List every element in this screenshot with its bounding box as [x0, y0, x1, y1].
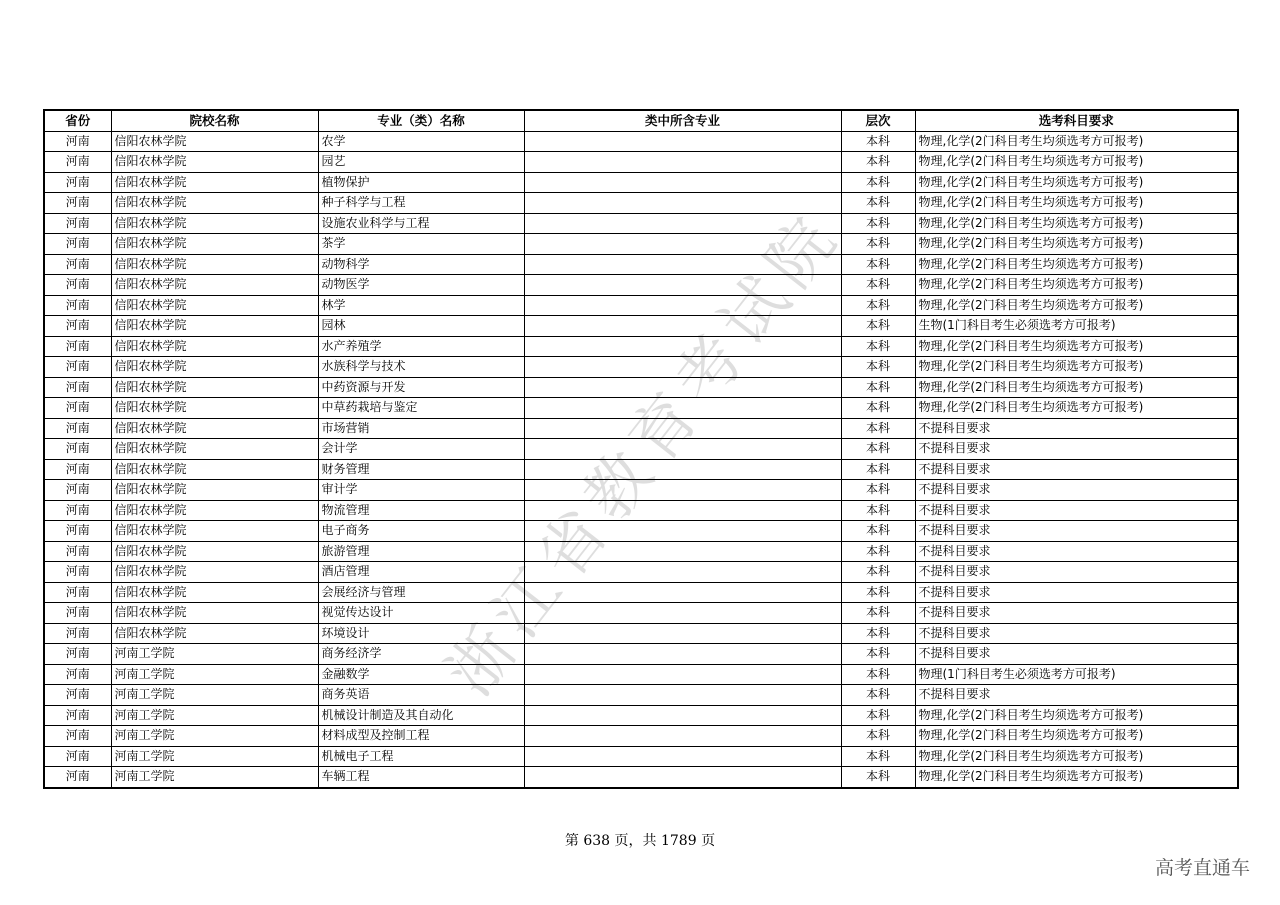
table-row [44, 418, 1238, 439]
cell-major: 设施农业科学与工程 [318, 213, 524, 234]
cell-requirement: 物理,化学(2门科目考生均须选考方可报考) [915, 295, 1238, 316]
cell-major: 旅游管理 [318, 541, 524, 562]
cell-school: 信阳农林学院 [111, 131, 318, 152]
cell-major: 茶学 [318, 234, 524, 255]
cell-requirement: 物理,化学(2门科目考生均须选考方可报考) [915, 172, 1238, 193]
cell-level: 本科 [841, 562, 915, 583]
cell-province: 河南 [44, 644, 111, 665]
cell-requirement: 不提科目要求 [915, 500, 1238, 521]
cell-province: 河南 [44, 603, 111, 624]
cell-province: 河南 [44, 746, 111, 767]
cell-school: 信阳农林学院 [111, 172, 318, 193]
cell-major: 物流管理 [318, 500, 524, 521]
cell-level: 本科 [841, 336, 915, 357]
cell-sub-majors [524, 500, 841, 521]
cell-requirement: 物理,化学(2门科目考生均须选考方可报考) [915, 234, 1238, 255]
cell-major: 视觉传达设计 [318, 603, 524, 624]
cell-school: 河南工学院 [111, 644, 318, 665]
cell-major: 种子科学与工程 [318, 193, 524, 214]
table-row [44, 767, 1238, 788]
cell-province: 河南 [44, 418, 111, 439]
cell-sub-majors [524, 459, 841, 480]
cell-level: 本科 [841, 193, 915, 214]
cell-requirement: 不提科目要求 [915, 685, 1238, 706]
cell-requirement: 物理,化学(2门科目考生均须选考方可报考) [915, 193, 1238, 214]
cell-sub-majors [524, 398, 841, 419]
cell-level: 本科 [841, 377, 915, 398]
cell-major: 中草药栽培与鉴定 [318, 398, 524, 419]
cell-level: 本科 [841, 316, 915, 337]
table-row [44, 336, 1238, 357]
cell-major: 农学 [318, 131, 524, 152]
cell-requirement: 物理,化学(2门科目考生均须选考方可报考) [915, 398, 1238, 419]
cell-major: 商务经济学 [318, 644, 524, 665]
cell-level: 本科 [841, 623, 915, 644]
cell-level: 本科 [841, 521, 915, 542]
cell-province: 河南 [44, 726, 111, 747]
cell-requirement: 不提科目要求 [915, 541, 1238, 562]
header-sub-majors: 类中所含专业 [524, 110, 841, 131]
table-row [44, 213, 1238, 234]
cell-province: 河南 [44, 377, 111, 398]
cell-sub-majors [524, 541, 841, 562]
cell-sub-majors [524, 746, 841, 767]
cell-major: 植物保护 [318, 172, 524, 193]
table-row [44, 623, 1238, 644]
cell-school: 河南工学院 [111, 664, 318, 685]
table-row [44, 705, 1238, 726]
cell-level: 本科 [841, 357, 915, 378]
cell-level: 本科 [841, 234, 915, 255]
cell-school: 信阳农林学院 [111, 234, 318, 255]
cell-level: 本科 [841, 459, 915, 480]
table-row [44, 377, 1238, 398]
cell-requirement: 物理,化学(2门科目考生均须选考方可报考) [915, 131, 1238, 152]
table-row [44, 152, 1238, 173]
cell-school: 信阳农林学院 [111, 213, 318, 234]
cell-sub-majors [524, 521, 841, 542]
cell-requirement: 物理,化学(2门科目考生均须选考方可报考) [915, 746, 1238, 767]
cell-school: 信阳农林学院 [111, 295, 318, 316]
cell-major: 机械电子工程 [318, 746, 524, 767]
page-footer: 第 638 页，共 1789 页 [564, 833, 716, 849]
cell-level: 本科 [841, 152, 915, 173]
major-requirements-table [43, 109, 1239, 789]
cell-level: 本科 [841, 398, 915, 419]
table-row [44, 644, 1238, 665]
cell-major: 会展经济与管理 [318, 582, 524, 603]
table-row [44, 193, 1238, 214]
cell-major: 水产养殖学 [318, 336, 524, 357]
cell-level: 本科 [841, 603, 915, 624]
cell-sub-majors [524, 357, 841, 378]
table-row [44, 357, 1238, 378]
cell-province: 河南 [44, 254, 111, 275]
cell-sub-majors [524, 131, 841, 152]
cell-school: 信阳农林学院 [111, 418, 318, 439]
cell-province: 河南 [44, 705, 111, 726]
cell-school: 河南工学院 [111, 767, 318, 788]
cell-major: 动物科学 [318, 254, 524, 275]
cell-school: 信阳农林学院 [111, 316, 318, 337]
cell-level: 本科 [841, 685, 915, 706]
major-table-container [43, 109, 1237, 789]
cell-major: 中药资源与开发 [318, 377, 524, 398]
cell-sub-majors [524, 254, 841, 275]
cell-major: 会计学 [318, 439, 524, 460]
cell-sub-majors [524, 377, 841, 398]
cell-province: 河南 [44, 172, 111, 193]
cell-major: 商务英语 [318, 685, 524, 706]
cell-requirement: 物理,化学(2门科目考生均须选考方可报考) [915, 213, 1238, 234]
table-row [44, 254, 1238, 275]
cell-sub-majors [524, 316, 841, 337]
cell-province: 河南 [44, 459, 111, 480]
cell-province: 河南 [44, 316, 111, 337]
cell-school: 河南工学院 [111, 726, 318, 747]
cell-sub-majors [524, 582, 841, 603]
cell-requirement: 物理,化学(2门科目考生均须选考方可报考) [915, 275, 1238, 296]
cell-major: 水族科学与技术 [318, 357, 524, 378]
cell-level: 本科 [841, 726, 915, 747]
cell-requirement: 物理,化学(2门科目考生均须选考方可报考) [915, 152, 1238, 173]
cell-major: 金融数学 [318, 664, 524, 685]
cell-level: 本科 [841, 295, 915, 316]
cell-sub-majors [524, 172, 841, 193]
cell-level: 本科 [841, 541, 915, 562]
cell-requirement: 不提科目要求 [915, 623, 1238, 644]
table-row [44, 500, 1238, 521]
cell-sub-majors [524, 213, 841, 234]
cell-province: 河南 [44, 213, 111, 234]
table-row [44, 685, 1238, 706]
cell-school: 信阳农林学院 [111, 480, 318, 501]
cell-sub-majors [524, 705, 841, 726]
cell-school: 信阳农林学院 [111, 459, 318, 480]
cell-sub-majors [524, 193, 841, 214]
cell-major: 林学 [318, 295, 524, 316]
cell-province: 河南 [44, 152, 111, 173]
brand-logo-text: 高考直通车 [1154, 857, 1250, 879]
cell-major: 酒店管理 [318, 562, 524, 583]
cell-level: 本科 [841, 582, 915, 603]
cell-school: 信阳农林学院 [111, 521, 318, 542]
table-row [44, 398, 1238, 419]
cell-requirement: 物理(1门科目考生必须选考方可报考) [915, 664, 1238, 685]
cell-school: 信阳农林学院 [111, 152, 318, 173]
cell-sub-majors [524, 644, 841, 665]
cell-school: 信阳农林学院 [111, 500, 318, 521]
cell-major: 财务管理 [318, 459, 524, 480]
cell-major: 市场营销 [318, 418, 524, 439]
cell-level: 本科 [841, 254, 915, 275]
cell-major: 动物医学 [318, 275, 524, 296]
cell-level: 本科 [841, 418, 915, 439]
cell-sub-majors [524, 767, 841, 788]
cell-province: 河南 [44, 685, 111, 706]
cell-level: 本科 [841, 172, 915, 193]
cell-sub-majors [524, 726, 841, 747]
cell-school: 信阳农林学院 [111, 254, 318, 275]
cell-province: 河南 [44, 562, 111, 583]
cell-school: 信阳农林学院 [111, 562, 318, 583]
header-requirement: 选考科目要求 [915, 110, 1238, 131]
table-row [44, 316, 1238, 337]
cell-school: 信阳农林学院 [111, 275, 318, 296]
cell-province: 河南 [44, 275, 111, 296]
table-row [44, 480, 1238, 501]
cell-school: 河南工学院 [111, 685, 318, 706]
cell-province: 河南 [44, 521, 111, 542]
cell-school: 信阳农林学院 [111, 439, 318, 460]
table-row [44, 459, 1238, 480]
cell-level: 本科 [841, 705, 915, 726]
table-row [44, 746, 1238, 767]
cell-requirement: 物理,化学(2门科目考生均须选考方可报考) [915, 254, 1238, 275]
table-row [44, 603, 1238, 624]
cell-province: 河南 [44, 398, 111, 419]
cell-school: 信阳农林学院 [111, 336, 318, 357]
cell-requirement: 物理,化学(2门科目考生均须选考方可报考) [915, 357, 1238, 378]
cell-province: 河南 [44, 480, 111, 501]
cell-province: 河南 [44, 193, 111, 214]
cell-school: 信阳农林学院 [111, 603, 318, 624]
cell-major: 机械设计制造及其自动化 [318, 705, 524, 726]
table-header-row [44, 110, 1238, 131]
cell-requirement: 不提科目要求 [915, 644, 1238, 665]
cell-level: 本科 [841, 275, 915, 296]
cell-level: 本科 [841, 480, 915, 501]
table-body [44, 131, 1238, 788]
cell-requirement: 物理,化学(2门科目考生均须选考方可报考) [915, 705, 1238, 726]
cell-level: 本科 [841, 131, 915, 152]
cell-requirement: 不提科目要求 [915, 582, 1238, 603]
cell-sub-majors [524, 685, 841, 706]
cell-requirement: 不提科目要求 [915, 439, 1238, 460]
cell-province: 河南 [44, 357, 111, 378]
cell-level: 本科 [841, 767, 915, 788]
cell-requirement: 不提科目要求 [915, 480, 1238, 501]
table-row [44, 295, 1238, 316]
cell-sub-majors [524, 480, 841, 501]
cell-sub-majors [524, 295, 841, 316]
cell-requirement: 物理,化学(2门科目考生均须选考方可报考) [915, 377, 1238, 398]
cell-school: 信阳农林学院 [111, 541, 318, 562]
cell-level: 本科 [841, 439, 915, 460]
cell-level: 本科 [841, 746, 915, 767]
cell-requirement: 不提科目要求 [915, 603, 1238, 624]
cell-requirement: 不提科目要求 [915, 562, 1238, 583]
cell-major: 电子商务 [318, 521, 524, 542]
cell-major: 园艺 [318, 152, 524, 173]
cell-requirement: 生物(1门科目考生必须选考方可报考) [915, 316, 1238, 337]
cell-sub-majors [524, 336, 841, 357]
cell-requirement: 物理,化学(2门科目考生均须选考方可报考) [915, 767, 1238, 788]
cell-school: 信阳农林学院 [111, 193, 318, 214]
cell-sub-majors [524, 603, 841, 624]
table-row [44, 131, 1238, 152]
table-row [44, 234, 1238, 255]
cell-school: 信阳农林学院 [111, 377, 318, 398]
cell-school: 信阳农林学院 [111, 623, 318, 644]
watermark: 浙江省教育考试院 [433, 197, 857, 710]
cell-province: 河南 [44, 439, 111, 460]
table-row [44, 439, 1238, 460]
table-row [44, 172, 1238, 193]
cell-major: 园林 [318, 316, 524, 337]
cell-province: 河南 [44, 295, 111, 316]
cell-requirement: 物理,化学(2门科目考生均须选考方可报考) [915, 336, 1238, 357]
cell-province: 河南 [44, 582, 111, 603]
cell-major: 审计学 [318, 480, 524, 501]
cell-sub-majors [524, 418, 841, 439]
cell-requirement: 不提科目要求 [915, 459, 1238, 480]
cell-sub-majors [524, 562, 841, 583]
cell-province: 河南 [44, 500, 111, 521]
table-row [44, 275, 1238, 296]
cell-major: 环境设计 [318, 623, 524, 644]
cell-major: 车辆工程 [318, 767, 524, 788]
cell-province: 河南 [44, 664, 111, 685]
cell-level: 本科 [841, 644, 915, 665]
table-row [44, 726, 1238, 747]
cell-school: 信阳农林学院 [111, 582, 318, 603]
table-row [44, 521, 1238, 542]
cell-sub-majors [524, 623, 841, 644]
cell-province: 河南 [44, 131, 111, 152]
cell-major: 材料成型及控制工程 [318, 726, 524, 747]
cell-requirement: 物理,化学(2门科目考生均须选考方可报考) [915, 726, 1238, 747]
table-row [44, 541, 1238, 562]
cell-province: 河南 [44, 234, 111, 255]
cell-requirement: 不提科目要求 [915, 521, 1238, 542]
cell-province: 河南 [44, 767, 111, 788]
cell-province: 河南 [44, 541, 111, 562]
cell-requirement: 不提科目要求 [915, 418, 1238, 439]
cell-school: 信阳农林学院 [111, 398, 318, 419]
cell-sub-majors [524, 439, 841, 460]
cell-level: 本科 [841, 500, 915, 521]
cell-school: 河南工学院 [111, 705, 318, 726]
table-row [44, 562, 1238, 583]
cell-sub-majors [524, 275, 841, 296]
cell-sub-majors [524, 664, 841, 685]
header-major: 专业（类）名称 [318, 110, 524, 131]
header-school: 院校名称 [111, 110, 318, 131]
cell-school: 信阳农林学院 [111, 357, 318, 378]
header-province: 省份 [44, 110, 111, 131]
cell-sub-majors [524, 152, 841, 173]
cell-level: 本科 [841, 213, 915, 234]
cell-province: 河南 [44, 336, 111, 357]
cell-province: 河南 [44, 623, 111, 644]
header-level: 层次 [841, 110, 915, 131]
cell-sub-majors [524, 234, 841, 255]
table-row [44, 664, 1238, 685]
table-row [44, 582, 1238, 603]
cell-school: 河南工学院 [111, 746, 318, 767]
cell-level: 本科 [841, 664, 915, 685]
